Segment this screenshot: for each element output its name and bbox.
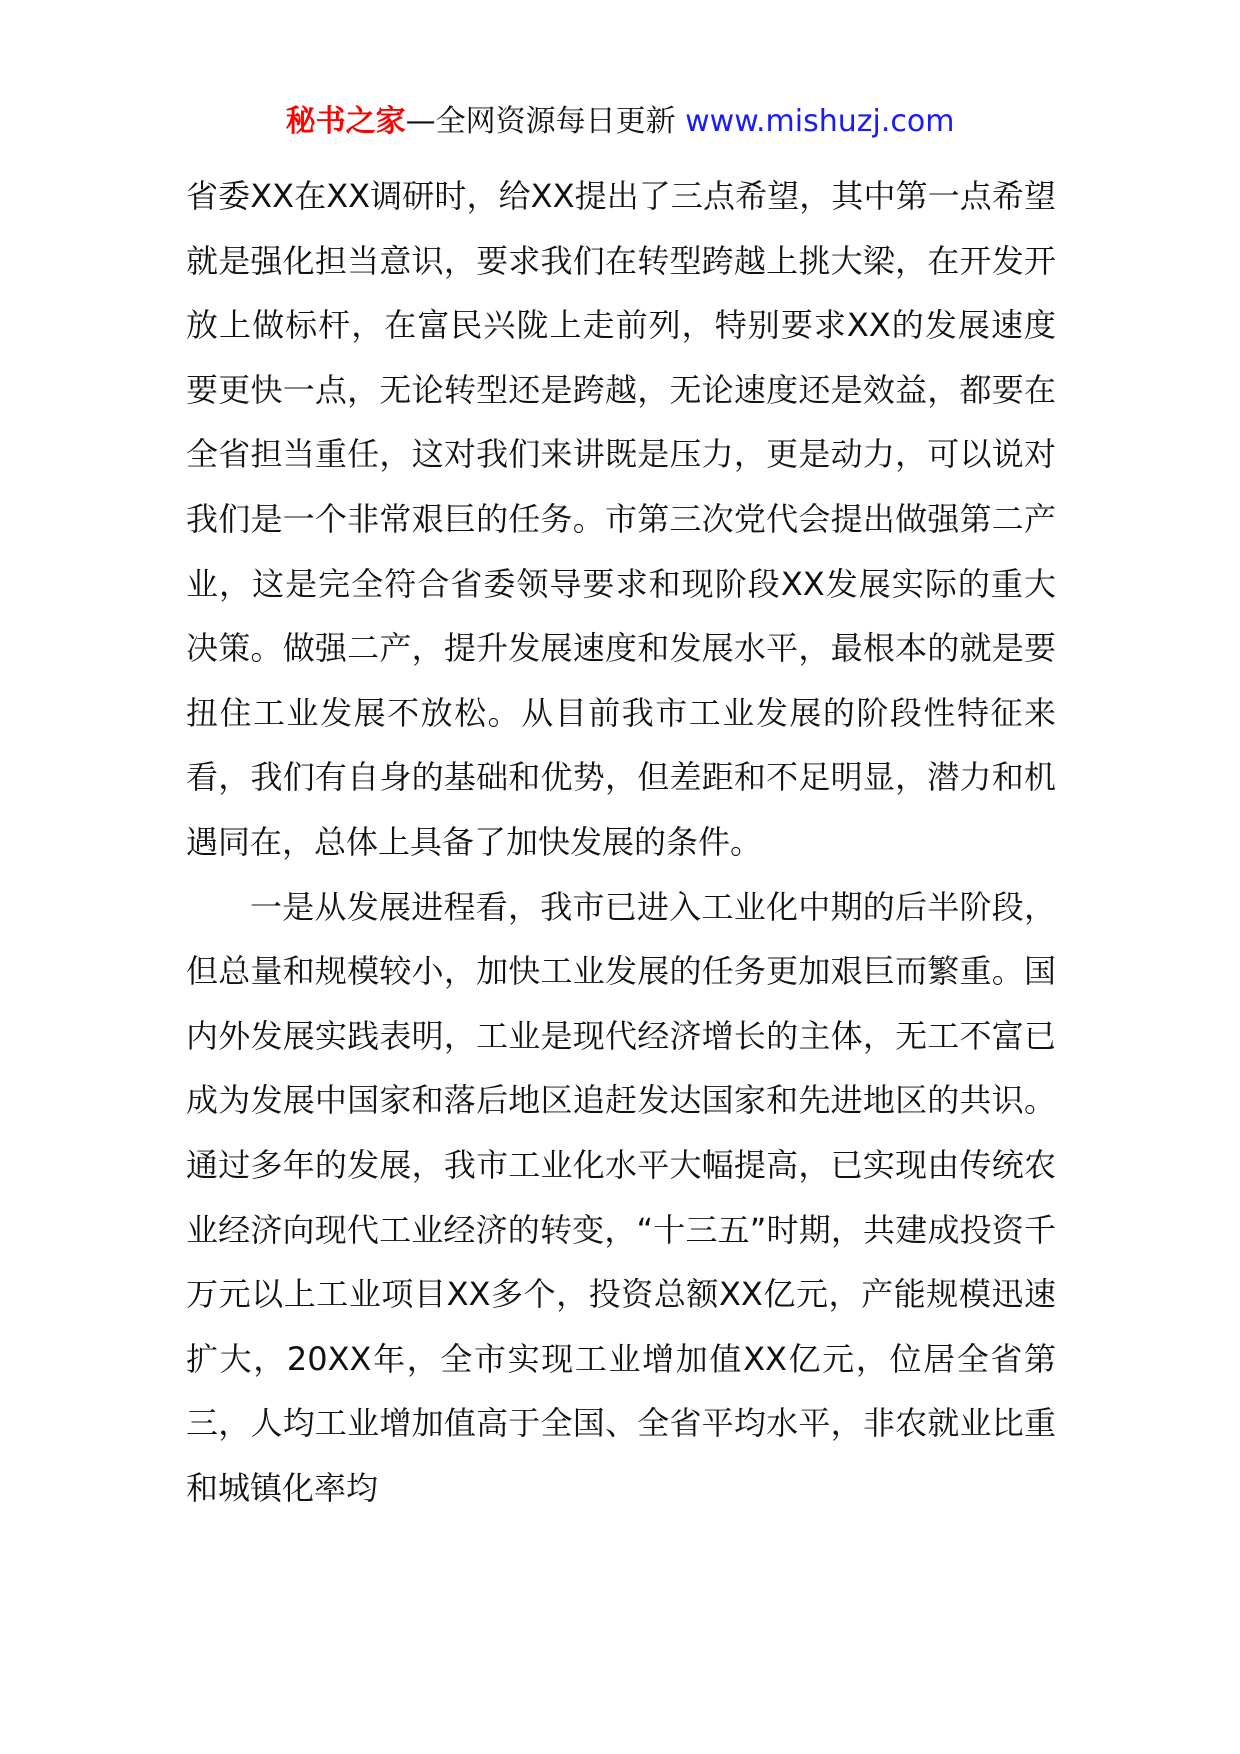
document-body bbox=[186, 164, 1056, 1520]
paragraph-1: 省委XX在XX调研时，给XX提出了三点希望，其中第一点希望就是强化担当意识，要求我们在转型跨越上挑大梁，在开发开放上做标杆，在富民兴陇上走前列，特别要求XX的发展速度要更快一点，无论转型还是跨越，无论速度还是效益，都要在全省担当重任，这对我们来讲既是压力，更是动力，可以说对我们是一个非常艰巨的任务。市第三次党代会提出做强第二产业，这是完全符合省委领导要求和现阶段XX发展实际的重大决策。做强二产，提升发展速度和发展水平，最根本的就是要扭住工业发展不放松。从目前我市工业发展的阶段性特征来看，我们有自身的基础和优势，但差距和不足明显，潜力和机遇同在，总体上具备了加快发展的条件。 bbox=[186, 177, 1056, 861]
page-header bbox=[0, 100, 1240, 144]
paragraph-2: 一是从发展进程看，我市已进入工业化中期的后半阶段，但总量和规模较小，加快工业发展的任务更加艰巨而繁重。国内外发展实践表明，工业是现代经济增长的主体，无工不富已成为发展中国家和落后地区追赶发达国家和先进地区的共识。通过多年的发展，我市工业化水平大幅提高，已实现由传统农业经济向现代工业经济的转变，“十三五”时期，共建成投资千万元以上工业项目XX多个，投资总额XX亿元，产能规模迅速扩大，20XX年，全市实现工业增加值XX亿元，位居全省第三，人均工业增加值高于全国、全省平均水平，非农就业比重和城镇化率均 bbox=[186, 887, 1056, 1507]
brand-name: 秘书之家 bbox=[285, 104, 406, 139]
website-link[interactable]: www.mishuzj.com bbox=[685, 104, 955, 139]
header-tagline: —全网资源每日更新 bbox=[405, 104, 686, 139]
